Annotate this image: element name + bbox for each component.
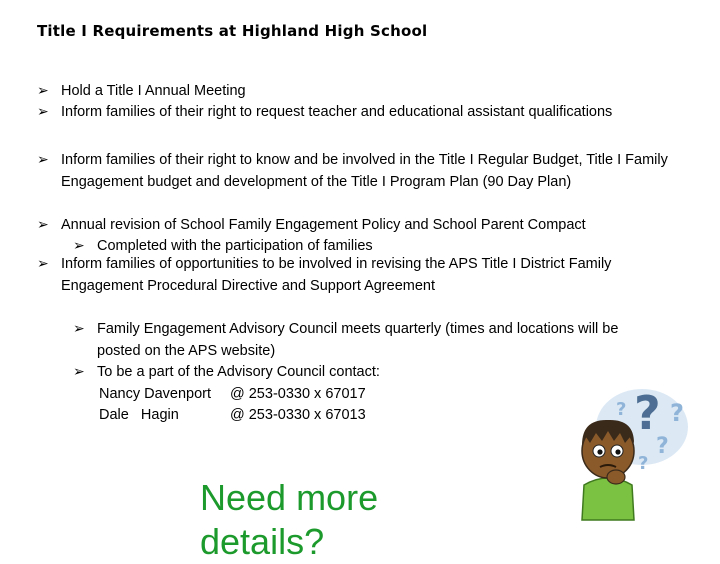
list-item-text: Completed with the participation of families (97, 238, 373, 254)
list-item (73, 319, 653, 362)
need-more-details-heading: Need more details? (200, 477, 379, 562)
contact-name: Nancy Davenport (99, 386, 212, 402)
contact-phone: @ 253-0330 x 67013 (230, 407, 366, 423)
list-item-text: Family Engagement Advisory Council meets quarterly (times and locations will be posted on the APS website) (97, 321, 619, 359)
shirt-shape (582, 478, 634, 520)
arrow-bullet-icon: ➢ (37, 83, 49, 99)
list-item-text: Inform families of their right to request teacher and educational assistant qualifications (61, 104, 613, 120)
page-title: Title I Requirements at Highland High School (37, 22, 428, 40)
arrow-bullet-icon: ➢ (37, 104, 49, 120)
list-item (37, 254, 657, 297)
list-item (37, 81, 677, 103)
list-item (37, 215, 707, 237)
list-item (73, 362, 653, 384)
question-mark-icon: ? (638, 453, 649, 474)
list-item-text: To be a part of the Advisory Council contact: (97, 364, 380, 380)
arrow-bullet-icon: ➢ (37, 152, 49, 168)
question-mark-icon: ? (616, 399, 627, 420)
arrow-bullet-icon: ➢ (73, 238, 85, 254)
list-item-text: Hold a Title I Annual Meeting (61, 83, 246, 99)
list-item (37, 150, 677, 193)
question-mark-icon: ? (670, 399, 684, 427)
list-item-text: Inform families of opportunities to be involved in revising the APS Title I District Family Engagement Procedural Directive and Support Agreement (61, 256, 612, 294)
list-item (37, 102, 649, 124)
arrow-bullet-icon: ➢ (73, 364, 85, 380)
contact-phone: @ 253-0330 x 67017 (230, 386, 366, 402)
list-item-text: Annual revision of School Family Engagement Policy and School Parent Compact (61, 217, 586, 233)
contact-name: Dale Hagin (99, 407, 179, 423)
question-mark-icon: ? (634, 386, 661, 440)
pupil-shape (615, 449, 620, 454)
arrow-bullet-icon: ➢ (37, 217, 49, 233)
pupil-shape (597, 449, 602, 454)
confused-student-question-marks-icon (570, 385, 700, 520)
question-mark-icon: ? (656, 434, 669, 459)
arrow-bullet-icon: ➢ (37, 256, 49, 272)
hand-shape (607, 470, 625, 484)
arrow-bullet-icon: ➢ (73, 321, 85, 337)
list-item-text: Inform families of their right to know and be involved in the Title I Regular Budget, Title I Family Engagement budget and development of the Title I Program Plan (90 Day Plan) (61, 152, 668, 190)
